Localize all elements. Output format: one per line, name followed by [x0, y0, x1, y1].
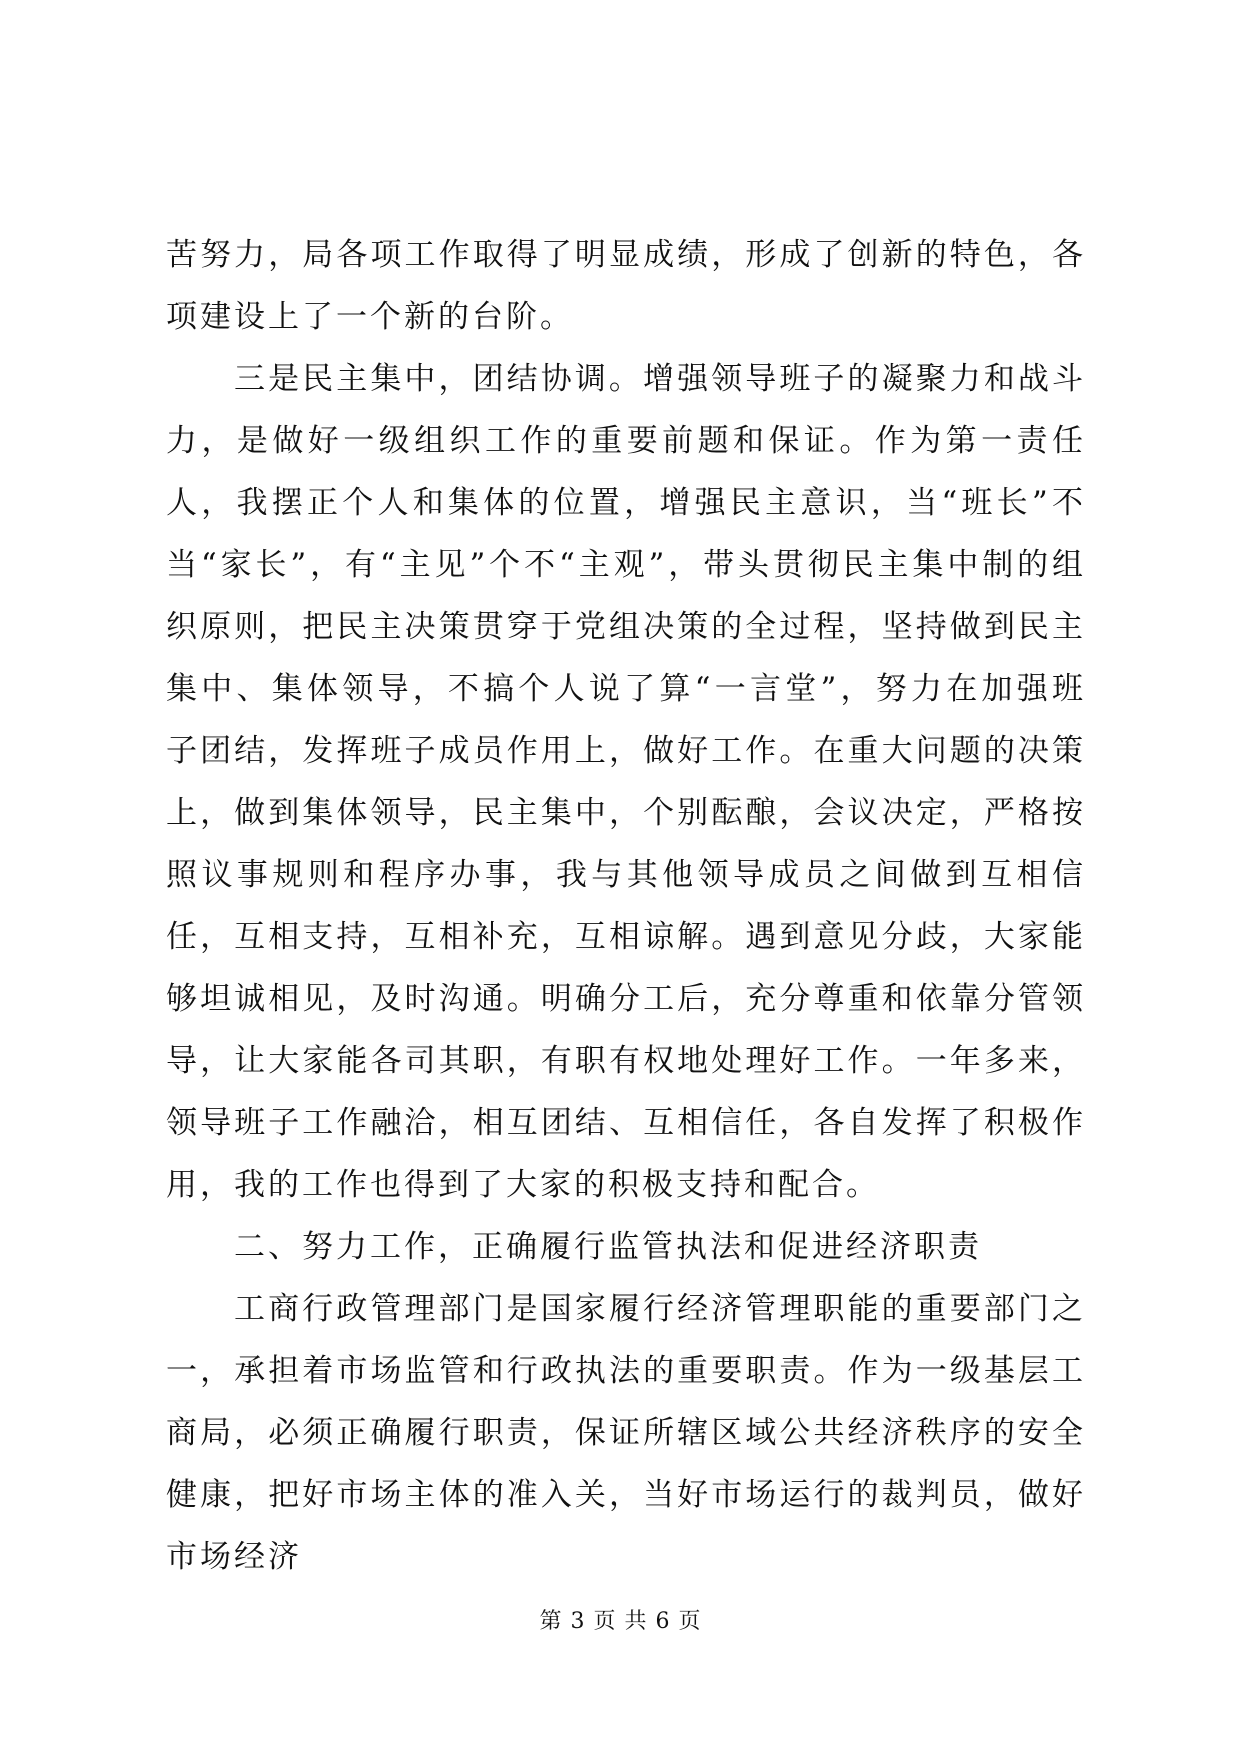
document-body [166, 224, 1086, 1588]
section-heading: 二、努力工作，正确履行监管执法和促进经济职责 [234, 1229, 982, 1265]
paragraph-market-supervision: 工商行政管理部门是国家履行经济管理职能的重要部门之一，承担着市场监管和行政执法的重要职责。作为一级基层工商局，必须正确履行职责，保证所辖区域公共经济秩序的安全健康，把好市场主体的准入关，当好市场运行的裁判员，做好市场经济 [166, 1291, 1086, 1575]
paragraph-democratic-centralism: 三是民主集中，团结协调。增强领导班子的凝聚力和战斗力，是做好一级组织工作的重要前题和保证。作为第一责任人，我摆正个人和集体的位置，增强民主意识，当“班长”不当“家长”，有“主见”个不“主观”，带头贯彻民主集中制的组织原则，把民主决策贯穿于党组决策的全过程，坚持做到民主集中、集体领导，不搞个人说了算“一言堂”，努力在加强班子团结，发挥班子成员作用上，做好工作。在重大问题的决策上，做到集体领导，民主集中，个别酝酿，会议决定，严格按照议事规则和程序办事，我与其他领导成员之间做到互相信任，互相支持，互相补充，互相谅解。遇到意见分歧，大家能够坦诚相见，及时沟通。明确分工后，充分尊重和依靠分管领导，让大家能各司其职，有职有权地处理好工作。一年多来，领导班子工作融洽，相互团结、互相信任，各自发挥了积极作用，我的工作也得到了大家的积极支持和配合。 [166, 361, 1086, 1203]
paragraph-continued: 苦努力，局各项工作取得了明显成绩，形成了创新的特色，各项建设上了一个新的台阶。 [166, 237, 1086, 335]
page-number-footer: 第 3 页 共 6 页 [539, 1609, 702, 1634]
